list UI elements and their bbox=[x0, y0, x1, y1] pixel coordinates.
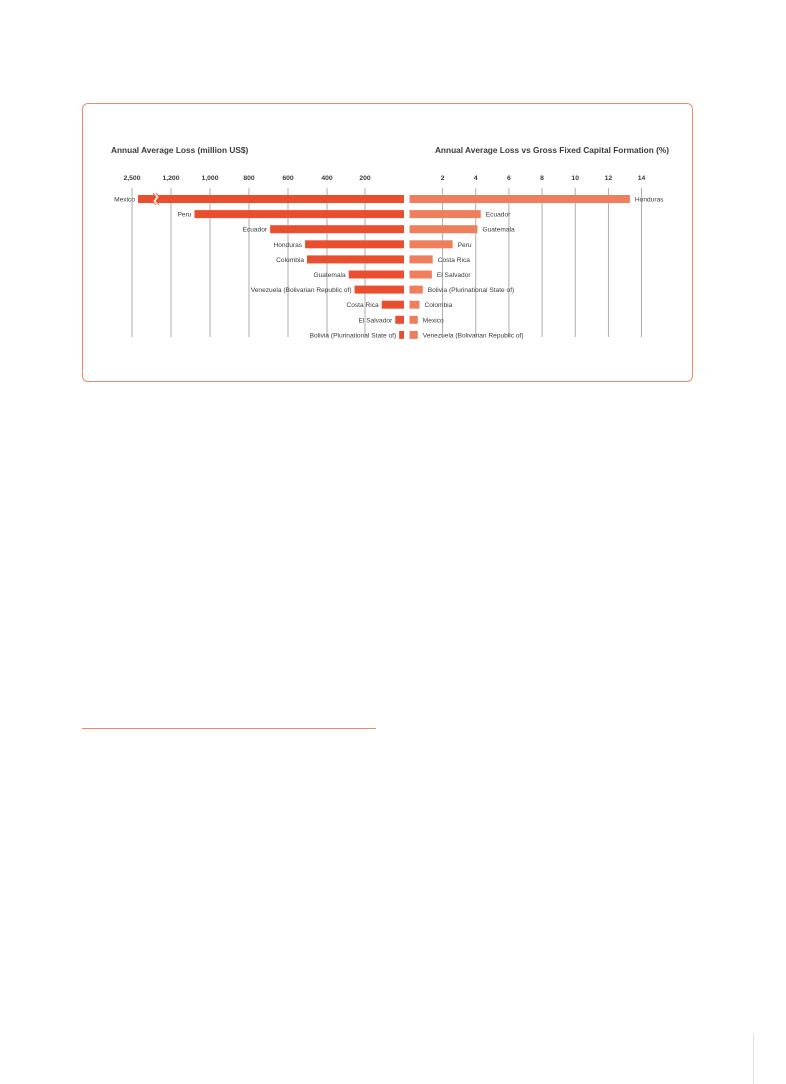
right-x-tick-label: 4 bbox=[473, 175, 478, 182]
right-category-label: El Salvador bbox=[436, 272, 471, 279]
right-bar bbox=[410, 240, 453, 248]
left-bar bbox=[138, 195, 404, 203]
left-bar bbox=[305, 240, 404, 248]
left-category-label: Honduras bbox=[273, 241, 303, 249]
right-category-label: Bolivia (Plurinational State of) bbox=[427, 287, 515, 295]
right-category-label: Colombia bbox=[424, 302, 453, 310]
left-x-tick-label: 2,500 bbox=[123, 175, 141, 182]
left-category-label: Bolivia (Plurinational State of) bbox=[309, 332, 397, 340]
left-bar bbox=[399, 331, 404, 339]
footnote-divider bbox=[82, 728, 376, 729]
right-bar bbox=[410, 271, 432, 279]
chart-panel bbox=[82, 103, 693, 382]
right-bar bbox=[410, 316, 418, 324]
left-x-tick-label: 600 bbox=[282, 175, 294, 182]
bar-chart-figure bbox=[83, 104, 694, 383]
left-chart-title: Annual Average Loss (million US$) bbox=[111, 145, 249, 155]
page-edge-line bbox=[753, 1034, 754, 1084]
right-x-tick-label: 12 bbox=[604, 175, 613, 182]
left-bar bbox=[355, 286, 404, 294]
right-bar bbox=[410, 286, 423, 294]
left-bar bbox=[307, 255, 404, 263]
left-bar bbox=[349, 271, 404, 279]
left-bar bbox=[382, 301, 404, 309]
right-bar bbox=[410, 210, 481, 218]
right-category-label: Honduras bbox=[634, 196, 664, 204]
left-category-label: El Salvador bbox=[358, 317, 393, 325]
right-category-label: Mexico bbox=[422, 317, 444, 325]
left-category-label: Guatemala bbox=[313, 272, 346, 279]
left-bar bbox=[194, 210, 404, 218]
right-category-label: Costa Rica bbox=[437, 256, 470, 264]
right-category-label: Venezuela (Bolivarian Republic of) bbox=[422, 332, 524, 340]
right-bar bbox=[410, 225, 478, 233]
left-category-label: Ecuador bbox=[242, 226, 268, 234]
left-x-tick-label: 800 bbox=[243, 175, 255, 182]
right-x-tick-label: 14 bbox=[637, 175, 646, 182]
right-category-label: Peru bbox=[457, 241, 472, 249]
right-x-tick-label: 6 bbox=[507, 175, 511, 182]
left-bar bbox=[270, 225, 404, 233]
right-category-label: Guatemala bbox=[482, 226, 515, 234]
right-x-tick-label: 2 bbox=[440, 175, 445, 182]
left-category-label: Peru bbox=[177, 211, 192, 219]
left-x-tick-label: 1,200 bbox=[162, 175, 180, 182]
left-category-label: Costa Rica bbox=[346, 302, 379, 310]
left-x-tick-label: 200 bbox=[359, 175, 371, 182]
left-x-tick-label: 1,000 bbox=[201, 175, 219, 182]
right-bar bbox=[410, 195, 630, 203]
right-category-label: Ecuador bbox=[485, 211, 511, 219]
left-bar bbox=[395, 316, 404, 324]
right-chart-title: Annual Average Loss vs Gross Fixed Capital Formation (%) bbox=[434, 145, 669, 155]
left-category-label: Venezuela (Bolivarian Republic of) bbox=[250, 287, 352, 295]
left-category-label: Colombia bbox=[276, 256, 304, 264]
right-bar bbox=[410, 255, 433, 263]
right-bar bbox=[410, 301, 420, 309]
right-x-tick-label: 8 bbox=[540, 175, 544, 182]
left-x-tick-label: 400 bbox=[321, 175, 333, 182]
right-x-tick-label: 10 bbox=[571, 175, 579, 182]
left-category-label: Mexico bbox=[114, 196, 135, 204]
right-bar bbox=[410, 331, 418, 339]
